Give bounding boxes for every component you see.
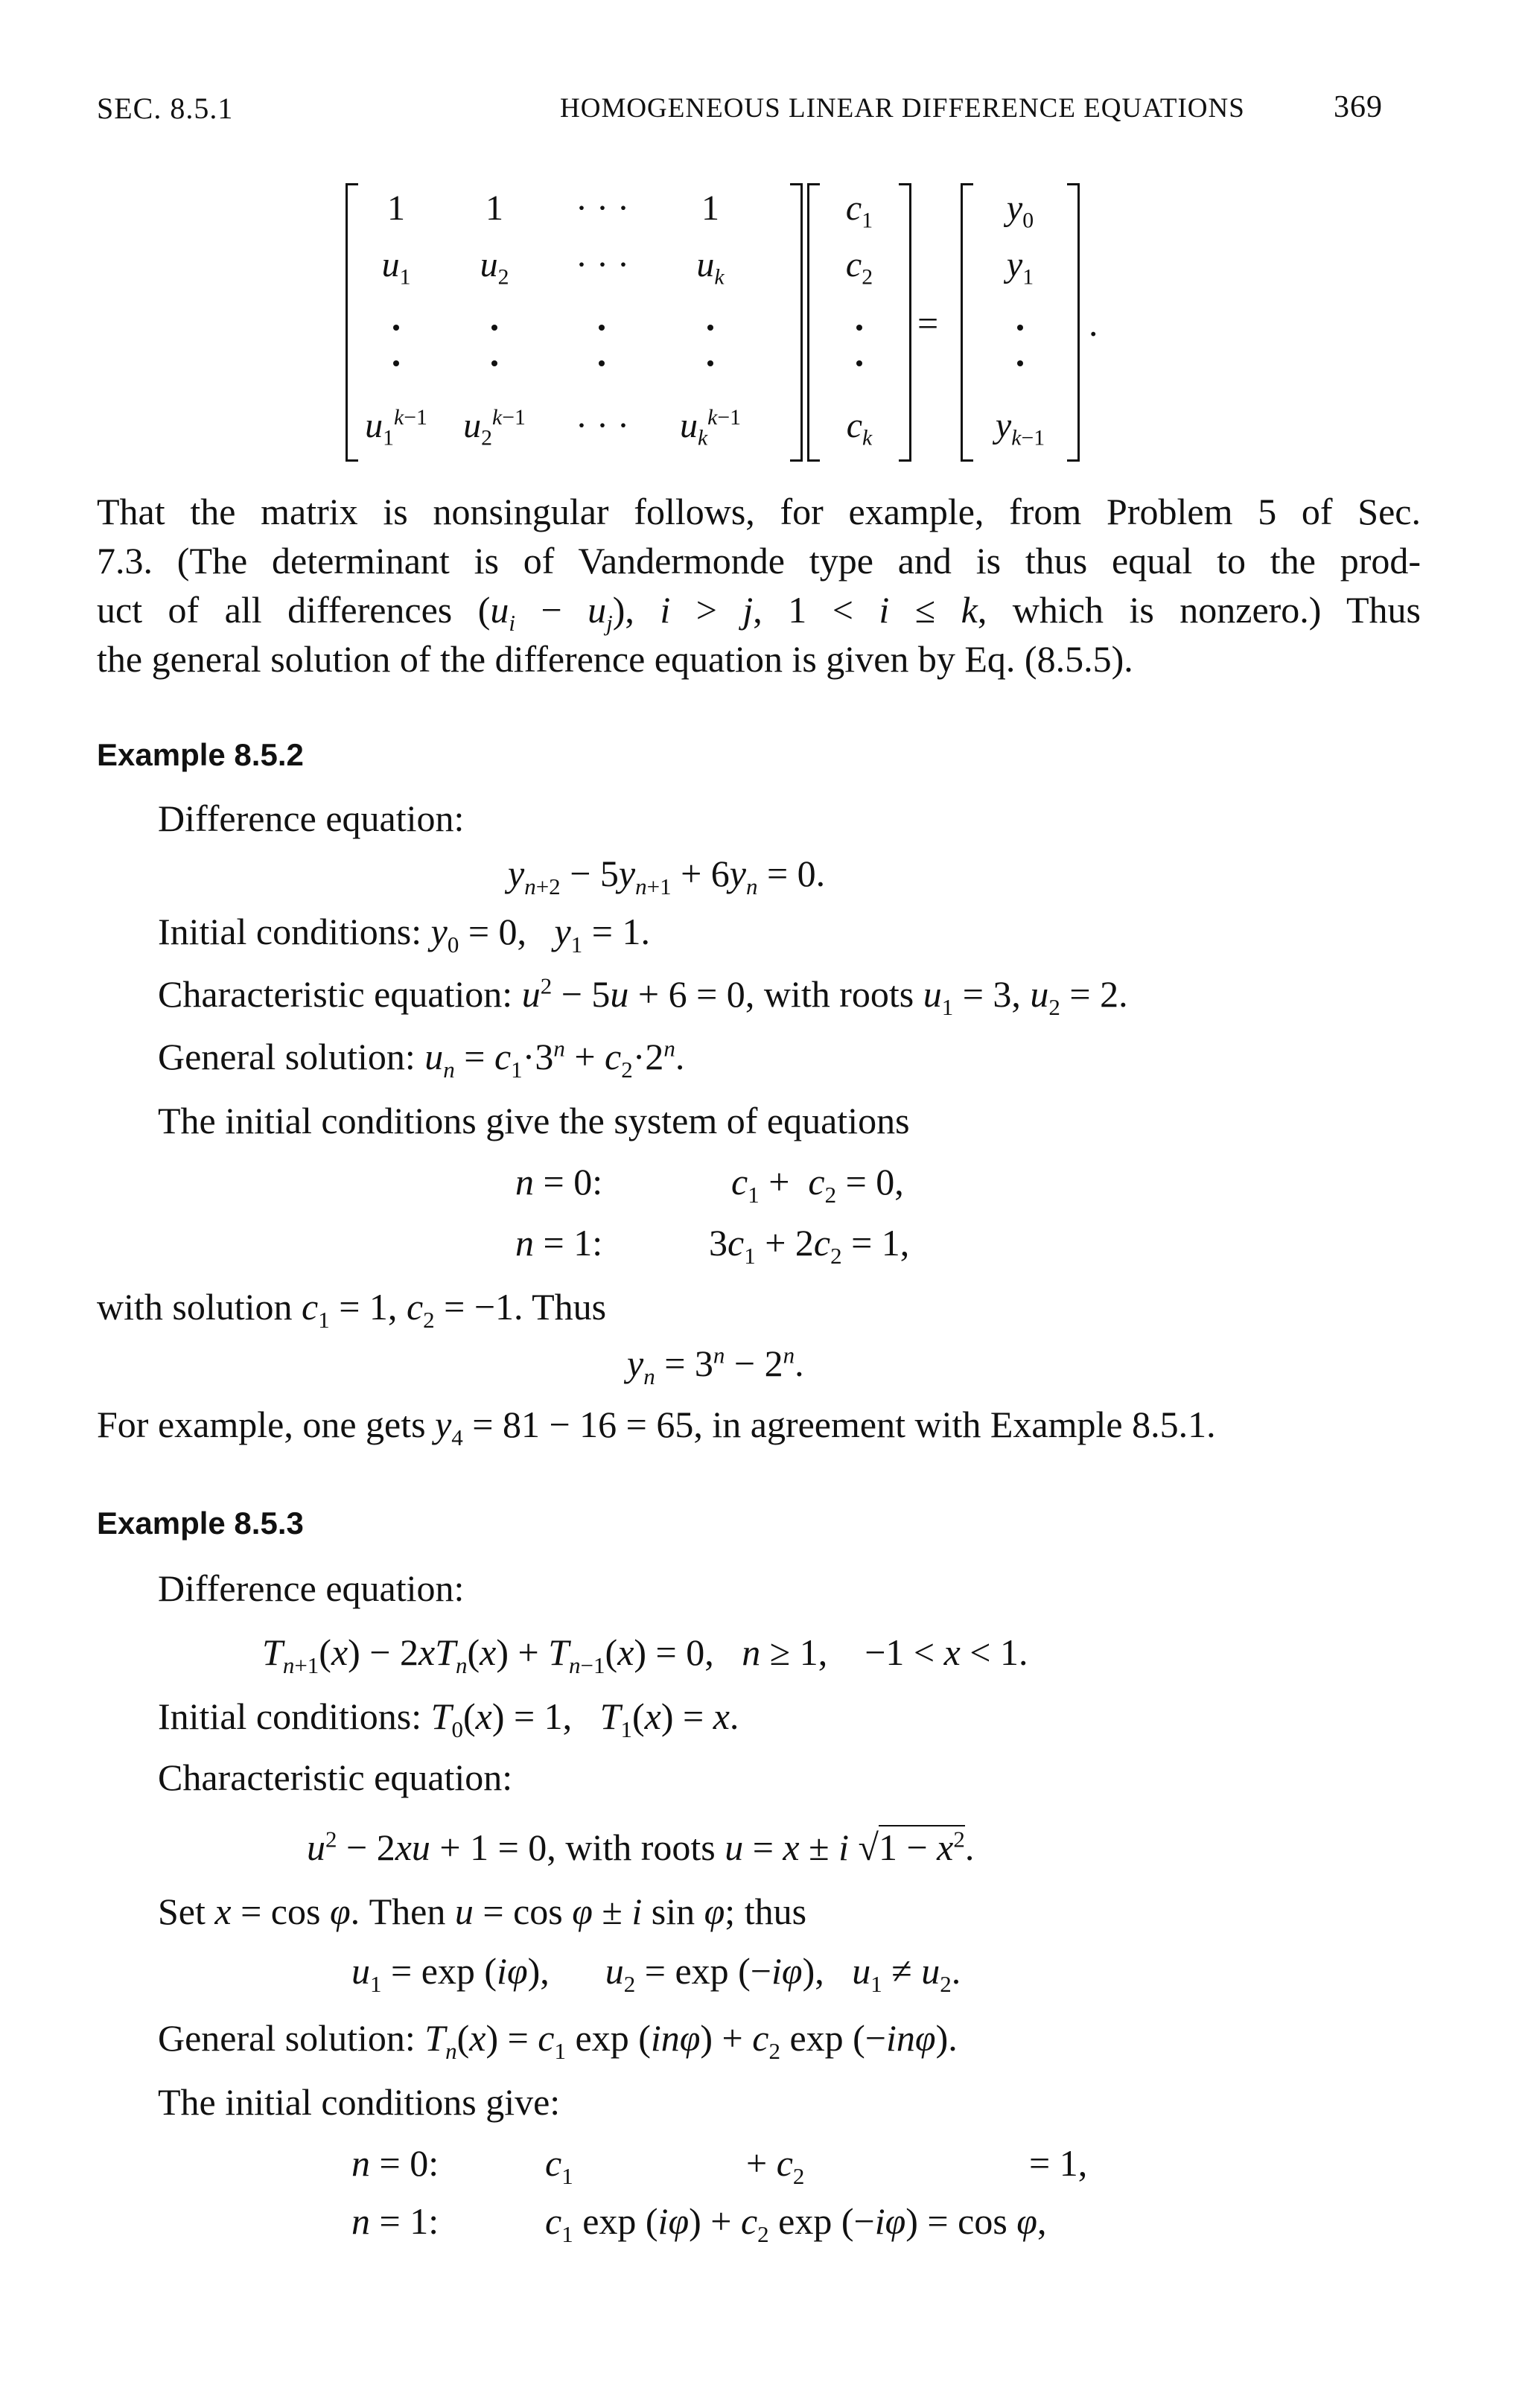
equation: n = 1:	[515, 1222, 603, 1264]
matrix-cell: 1	[701, 188, 719, 228]
equation: $u^2 - 2xu + 1 = 0$, with roots u = x ± i $√1 - x^2$.	[307, 1826, 975, 1868]
equation: $T_{n+1}(x) - 2xT_n(x) + T_{n-1}(x) = 0$, n ≥ 1, −1 < x < 1.	[262, 1631, 1028, 1678]
label: Initial conditions:	[158, 911, 422, 952]
initial-conditions: Initial conditions: $y_0 = 0$, $y_1 = 1$.	[158, 911, 650, 958]
y-vector	[961, 183, 1080, 462]
label: Difference equation:	[158, 797, 465, 839]
equation: $c_1 + c_2 = 0$,	[731, 1161, 904, 1208]
equation: $y_n = 3^n - 2^n$.	[627, 1342, 804, 1389]
page-number: 369	[1334, 90, 1383, 124]
label: General solution:	[158, 1036, 416, 1077]
label: Thus	[532, 1286, 607, 1328]
label: Difference equation:	[158, 1567, 465, 1609]
section-label: SEC. 8.5.1	[97, 92, 234, 125]
label: with roots	[565, 1826, 716, 1868]
equation: $3c_1 + 2c_2 = 1$,	[709, 1222, 910, 1269]
period: .	[1089, 302, 1098, 344]
vector-cell: $c_2$	[845, 245, 873, 290]
label: with solution	[97, 1286, 293, 1328]
matrix-cell: $u_k$	[696, 245, 725, 290]
equation: = 1,	[1029, 2142, 1088, 2184]
label: , with roots	[745, 973, 914, 1015]
matrix-cell: 1	[485, 188, 503, 228]
equation: n = 0:	[515, 1161, 603, 1203]
label: thus	[744, 1891, 807, 1932]
paragraph-line: uct of all differences $(u_i - u_j)$, i > j, 1 < i ≤ k, which is nonzero.) Thus	[97, 589, 1421, 636]
vector-cell: $c_1$	[845, 188, 873, 233]
paragraph-line: Set x = cos φ. Then u = cos φ ± i sin φ; thus	[158, 1891, 807, 1932]
equation: $u_1 = \exp (i\varphi)$, $u_2 = \exp (-i\varphi)$, $u_1 \ne u_2$.	[351, 1950, 961, 1997]
matrix-cell: · · ·	[576, 188, 629, 228]
example-heading: Example 8.5.3	[97, 1506, 304, 1541]
paragraph-line: That the matrix is nonsingular follows, for example, from Problem 5 of Sec.	[97, 491, 1421, 532]
matrix-cell: · · ·	[576, 245, 629, 284]
matrix-cell: $u_2^{k-1}$	[463, 405, 526, 450]
vector-cell: $c_k$	[846, 406, 873, 450]
equals-sign: =	[917, 302, 939, 344]
c-vector	[807, 183, 911, 462]
equation: $y_{n+2} - 5y_{n+1} + 6y_n = 0$.	[508, 853, 826, 899]
paragraph-line: For example, one gets $y_4 = 81 - 16 = 65$, in agreement with Example 8.5.1.	[97, 1404, 1216, 1450]
matrix-cell: $u_2$	[480, 245, 509, 290]
label: Characteristic equation:	[158, 1756, 513, 1798]
paragraph-line: The initial conditions give the system of equations	[158, 1100, 910, 1141]
equation: n = 0:	[351, 2142, 439, 2184]
label: Set	[158, 1891, 206, 1932]
running-title: HOMOGENEOUS LINEAR DIFFERENCE EQUATIONS	[560, 93, 1245, 124]
matrix-cell: · · ·	[576, 406, 629, 445]
equation: $c_1$ $\exp (i\varphi) + c_2$ exp (−iφ) = cos φ,	[545, 2200, 1047, 2247]
general-solution: General solution: $T_n(x) = c_1$ $\exp (in\varphi) + c_2$ exp (−inφ).	[158, 2017, 958, 2064]
paragraph-line: with solution $c_1 = 1$, $c_2 = -1$. Thus	[97, 1286, 607, 1333]
equation: $c_1$	[545, 2142, 573, 2189]
characteristic-equation: Characteristic equation: $u^2 - 5u + 6 = 0$, with roots $u_1 = 3$, $u_2 = 2$.	[158, 972, 1128, 1020]
vector-cell: $y_0$	[1006, 188, 1034, 233]
vector-cell: $y_{k-1}$	[995, 406, 1045, 450]
initial-conditions: Initial conditions: $T_0(x) = 1$, $T_1(x) = x$.	[158, 1695, 739, 1742]
paragraph-line: the general solution of the difference equation is given by Eq. (8.5.5).	[97, 638, 1133, 680]
matrix-cell: 1	[387, 188, 405, 228]
vector-cell: $y_1$	[1006, 245, 1034, 290]
label: For example, one gets	[97, 1404, 426, 1445]
matrix-cell: $u_1^{k-1}$	[365, 405, 427, 450]
matrix-cell: $u_k^{k-1}$	[679, 405, 742, 450]
paragraph-line: The initial conditions give:	[158, 2081, 561, 2123]
paragraph-line: 7.3. (The determinant is of Vandermonde type and is thus equal to the prod-	[97, 540, 1421, 582]
matrix-cell: $u_1$	[381, 245, 411, 290]
label: Initial conditions:	[158, 1695, 422, 1737]
equation: + $c_2$	[746, 2142, 805, 2189]
general-solution: General solution: $u_n = c_1\cdot 3^n + c_2\cdot 2^n$.	[158, 1035, 685, 1083]
label: General solution:	[158, 2017, 416, 2059]
label: Then	[369, 1891, 446, 1932]
vandermonde-matrix	[346, 183, 803, 462]
label: Characteristic equation:	[158, 973, 513, 1015]
equation: n = 1:	[351, 2200, 439, 2242]
label: in agreement with Example 8.5.1.	[712, 1404, 1216, 1445]
example-heading: Example 8.5.2	[97, 737, 304, 772]
